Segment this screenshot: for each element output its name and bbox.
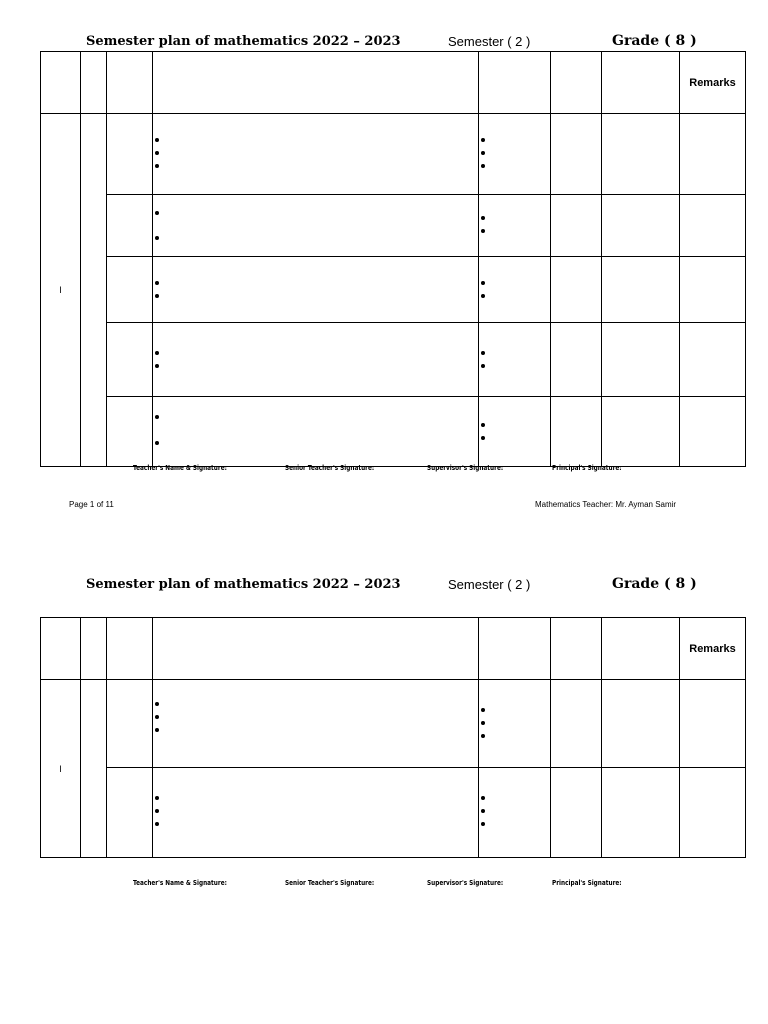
principal-signature-label: Principal's Signature: (552, 464, 622, 472)
senior-teacher-signature-label: Senior Teacher's Signature: (285, 879, 375, 887)
remarks-cell (680, 195, 746, 257)
semester-label: Semester ( 2 ) (448, 34, 531, 49)
table-cell (602, 768, 680, 858)
objectives-cell (153, 397, 479, 467)
plan-table (40, 51, 746, 467)
header-cell (153, 52, 479, 114)
header-row (41, 52, 746, 114)
table-cell (602, 397, 680, 467)
lesson-cell (107, 768, 153, 858)
bullet-icon (155, 281, 159, 285)
bullet-icon (155, 351, 159, 355)
remarks-cell (680, 397, 746, 467)
table-cell (551, 323, 602, 397)
bullet-icon (155, 138, 159, 142)
activities-cell (479, 397, 551, 467)
bullet-icon (481, 796, 485, 800)
remarks-cell (680, 257, 746, 323)
table-cell (602, 114, 680, 195)
table-row (41, 768, 746, 858)
header-row (41, 618, 746, 680)
bullet-icon (155, 441, 159, 445)
table-cell (602, 680, 680, 768)
bullet-icon (481, 708, 485, 712)
activities-cell (479, 195, 551, 257)
header-cell (107, 52, 153, 114)
plan-title: Semester plan of mathematics 2022 – 2023 (86, 34, 401, 49)
bullet-icon (481, 364, 485, 368)
bullet-icon (481, 721, 485, 725)
bullet-icon (481, 436, 485, 440)
table-row (41, 114, 746, 195)
teacher-signature-label: Teacher's Name & Signature: (133, 464, 227, 472)
week-cell: I (41, 680, 81, 858)
header-cell (81, 618, 107, 680)
lesson-cell (107, 680, 153, 768)
table-row (41, 323, 746, 397)
header-cell (479, 618, 551, 680)
lesson-cell (107, 323, 153, 397)
bullet-icon (481, 351, 485, 355)
bullet-icon (481, 164, 485, 168)
lesson-cell (107, 114, 153, 195)
remarks-cell (680, 768, 746, 858)
bullet-icon (155, 822, 159, 826)
table-row (41, 680, 746, 768)
lesson-cell (107, 257, 153, 323)
lesson-cell (107, 397, 153, 467)
bullet-icon (155, 236, 159, 240)
table-cell (602, 323, 680, 397)
bullet-icon (481, 809, 485, 813)
unit-cell (81, 680, 107, 858)
teacher-signature-label: Teacher's Name & Signature: (133, 879, 227, 887)
activities-cell (479, 768, 551, 858)
header-cell (81, 52, 107, 114)
bullet-icon (155, 702, 159, 706)
bullet-icon (481, 216, 485, 220)
bullet-icon (481, 151, 485, 155)
remarks-header: Remarks (680, 618, 746, 680)
bullet-icon (155, 164, 159, 168)
bullet-icon (155, 151, 159, 155)
objectives-cell (153, 680, 479, 768)
page-number: Page 1 of 11 (69, 500, 114, 509)
objectives-cell (153, 114, 479, 195)
bullet-icon (155, 211, 159, 215)
table-cell (602, 257, 680, 323)
supervisor-signature-label: Supervisor's Signature: (427, 464, 504, 472)
objectives-cell (153, 195, 479, 257)
table-cell (551, 397, 602, 467)
table-cell (551, 195, 602, 257)
table-cell (551, 114, 602, 195)
header-cell (602, 52, 680, 114)
table-row (41, 257, 746, 323)
supervisor-signature-label: Supervisor's Signature: (427, 879, 504, 887)
activities-cell (479, 680, 551, 768)
unit-cell (81, 114, 107, 467)
bullet-icon (481, 281, 485, 285)
grade-label: Grade ( 8 ) (612, 576, 697, 592)
semester-label: Semester ( 2 ) (448, 577, 531, 592)
table-cell (551, 768, 602, 858)
activities-cell (479, 257, 551, 323)
activities-cell (479, 323, 551, 397)
grade-label: Grade ( 8 ) (612, 33, 697, 49)
bullet-icon (481, 423, 485, 427)
bullet-icon (155, 294, 159, 298)
remarks-cell (680, 680, 746, 768)
senior-teacher-signature-label: Senior Teacher's Signature: (285, 464, 375, 472)
header-cell (41, 618, 81, 680)
header-cell (602, 618, 680, 680)
header-cell (153, 618, 479, 680)
bullet-icon (155, 415, 159, 419)
week-cell: I (41, 114, 81, 467)
objectives-cell (153, 323, 479, 397)
principal-signature-label: Principal's Signature: (552, 879, 622, 887)
bullet-icon (155, 796, 159, 800)
bullet-icon (155, 809, 159, 813)
header-cell (479, 52, 551, 114)
remarks-header: Remarks (680, 52, 746, 114)
bullet-icon (481, 734, 485, 738)
lesson-cell (107, 195, 153, 257)
header-cell (41, 52, 81, 114)
bullet-icon (481, 294, 485, 298)
table-cell (551, 680, 602, 768)
objectives-cell (153, 257, 479, 323)
remarks-cell (680, 114, 746, 195)
remarks-cell (680, 323, 746, 397)
plan-table (40, 617, 746, 858)
bullet-icon (481, 822, 485, 826)
teacher-credit: Mathematics Teacher: Mr. Ayman Samir (535, 500, 677, 509)
table-row (41, 397, 746, 467)
plan-title: Semester plan of mathematics 2022 – 2023 (86, 577, 401, 592)
bullet-icon (155, 728, 159, 732)
header-cell (107, 618, 153, 680)
header-cell (551, 52, 602, 114)
header-cell (551, 618, 602, 680)
table-cell (602, 195, 680, 257)
table-row (41, 195, 746, 257)
objectives-cell (153, 768, 479, 858)
bullet-icon (155, 364, 159, 368)
bullet-icon (481, 138, 485, 142)
table-cell (551, 257, 602, 323)
bullet-icon (481, 229, 485, 233)
bullet-icon (155, 715, 159, 719)
activities-cell (479, 114, 551, 195)
